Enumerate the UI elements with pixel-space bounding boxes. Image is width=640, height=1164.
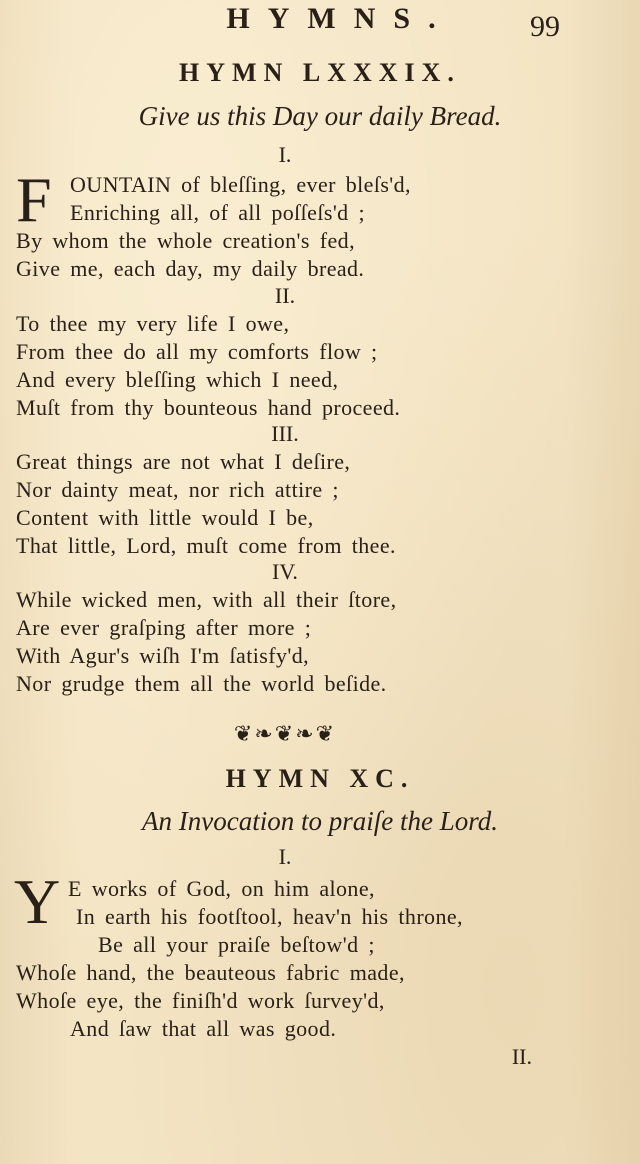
verse-line: Be all your praiſe beſtow'd ;	[98, 932, 375, 957]
verse-line: While wicked men, with all their ſtore,	[16, 587, 397, 612]
verse-line: Content with little would I be,	[16, 505, 314, 530]
verse-line: Enriching all, of all poſſeſs'd ;	[70, 200, 365, 225]
verse-line: In earth his footſtool, heav'n his throne,	[76, 904, 463, 929]
hymn-title: HYMN LXXXIX.	[179, 58, 461, 87]
verse-line: Whoſe hand, the beauteous fabric made,	[16, 960, 405, 985]
verse-line: To thee my very life I owe,	[16, 311, 290, 336]
verse-line: Are ever graſping after more ;	[16, 615, 312, 640]
verse-line: And every bleſſing which I need,	[16, 367, 339, 392]
stanza-number: II.	[274, 283, 296, 308]
drop-cap: F	[16, 164, 52, 235]
hymn-title: HYMN XC.	[225, 764, 415, 793]
verse-line: E works of God, on him alone,	[68, 876, 375, 901]
page-number: 99	[530, 10, 560, 43]
verse-line: Give me, each day, my daily bread.	[16, 256, 365, 281]
stanza-number: I.	[278, 142, 292, 167]
verse-line: With Agur's wiſh I'm ſatisfy'd,	[16, 643, 310, 668]
ornament-divider: ❦❧❦❧❦	[233, 722, 337, 747]
hymn-subtitle: Give us this Day our daily Bread.	[138, 101, 502, 131]
verse-line: From thee do all my comforts flow ;	[16, 339, 378, 364]
verse-line: By whom the whole creation's fed,	[16, 228, 355, 253]
stanza-number: III.	[271, 421, 299, 446]
running-head: HYMNS.	[226, 2, 454, 35]
drop-cap: Y	[14, 866, 61, 937]
verse-line: Great things are not what I deſire,	[16, 449, 351, 474]
verse-line: Nor dainty meat, nor rich attire ;	[16, 477, 339, 502]
stanza-number: I.	[278, 844, 292, 869]
verse-line: Whoſe eye, the finiſh'd work ſurvey'd,	[16, 988, 385, 1013]
verse-line: Muſt from thy bounteous hand proceed.	[16, 395, 401, 420]
verse-line: That little, Lord, muſt come from thee.	[16, 533, 396, 558]
verse-line: OUNTAIN of bleſſing, ever bleſs'd,	[70, 172, 411, 197]
verse-line: And ſaw that all was good.	[70, 1016, 337, 1041]
stanza-number: IV.	[272, 559, 298, 584]
verse-line: Nor grudge them all the world beſide.	[16, 671, 387, 696]
catchword: II.	[511, 1044, 532, 1069]
hymn-subtitle: An Invocation to praiſe the Lord.	[142, 806, 498, 836]
